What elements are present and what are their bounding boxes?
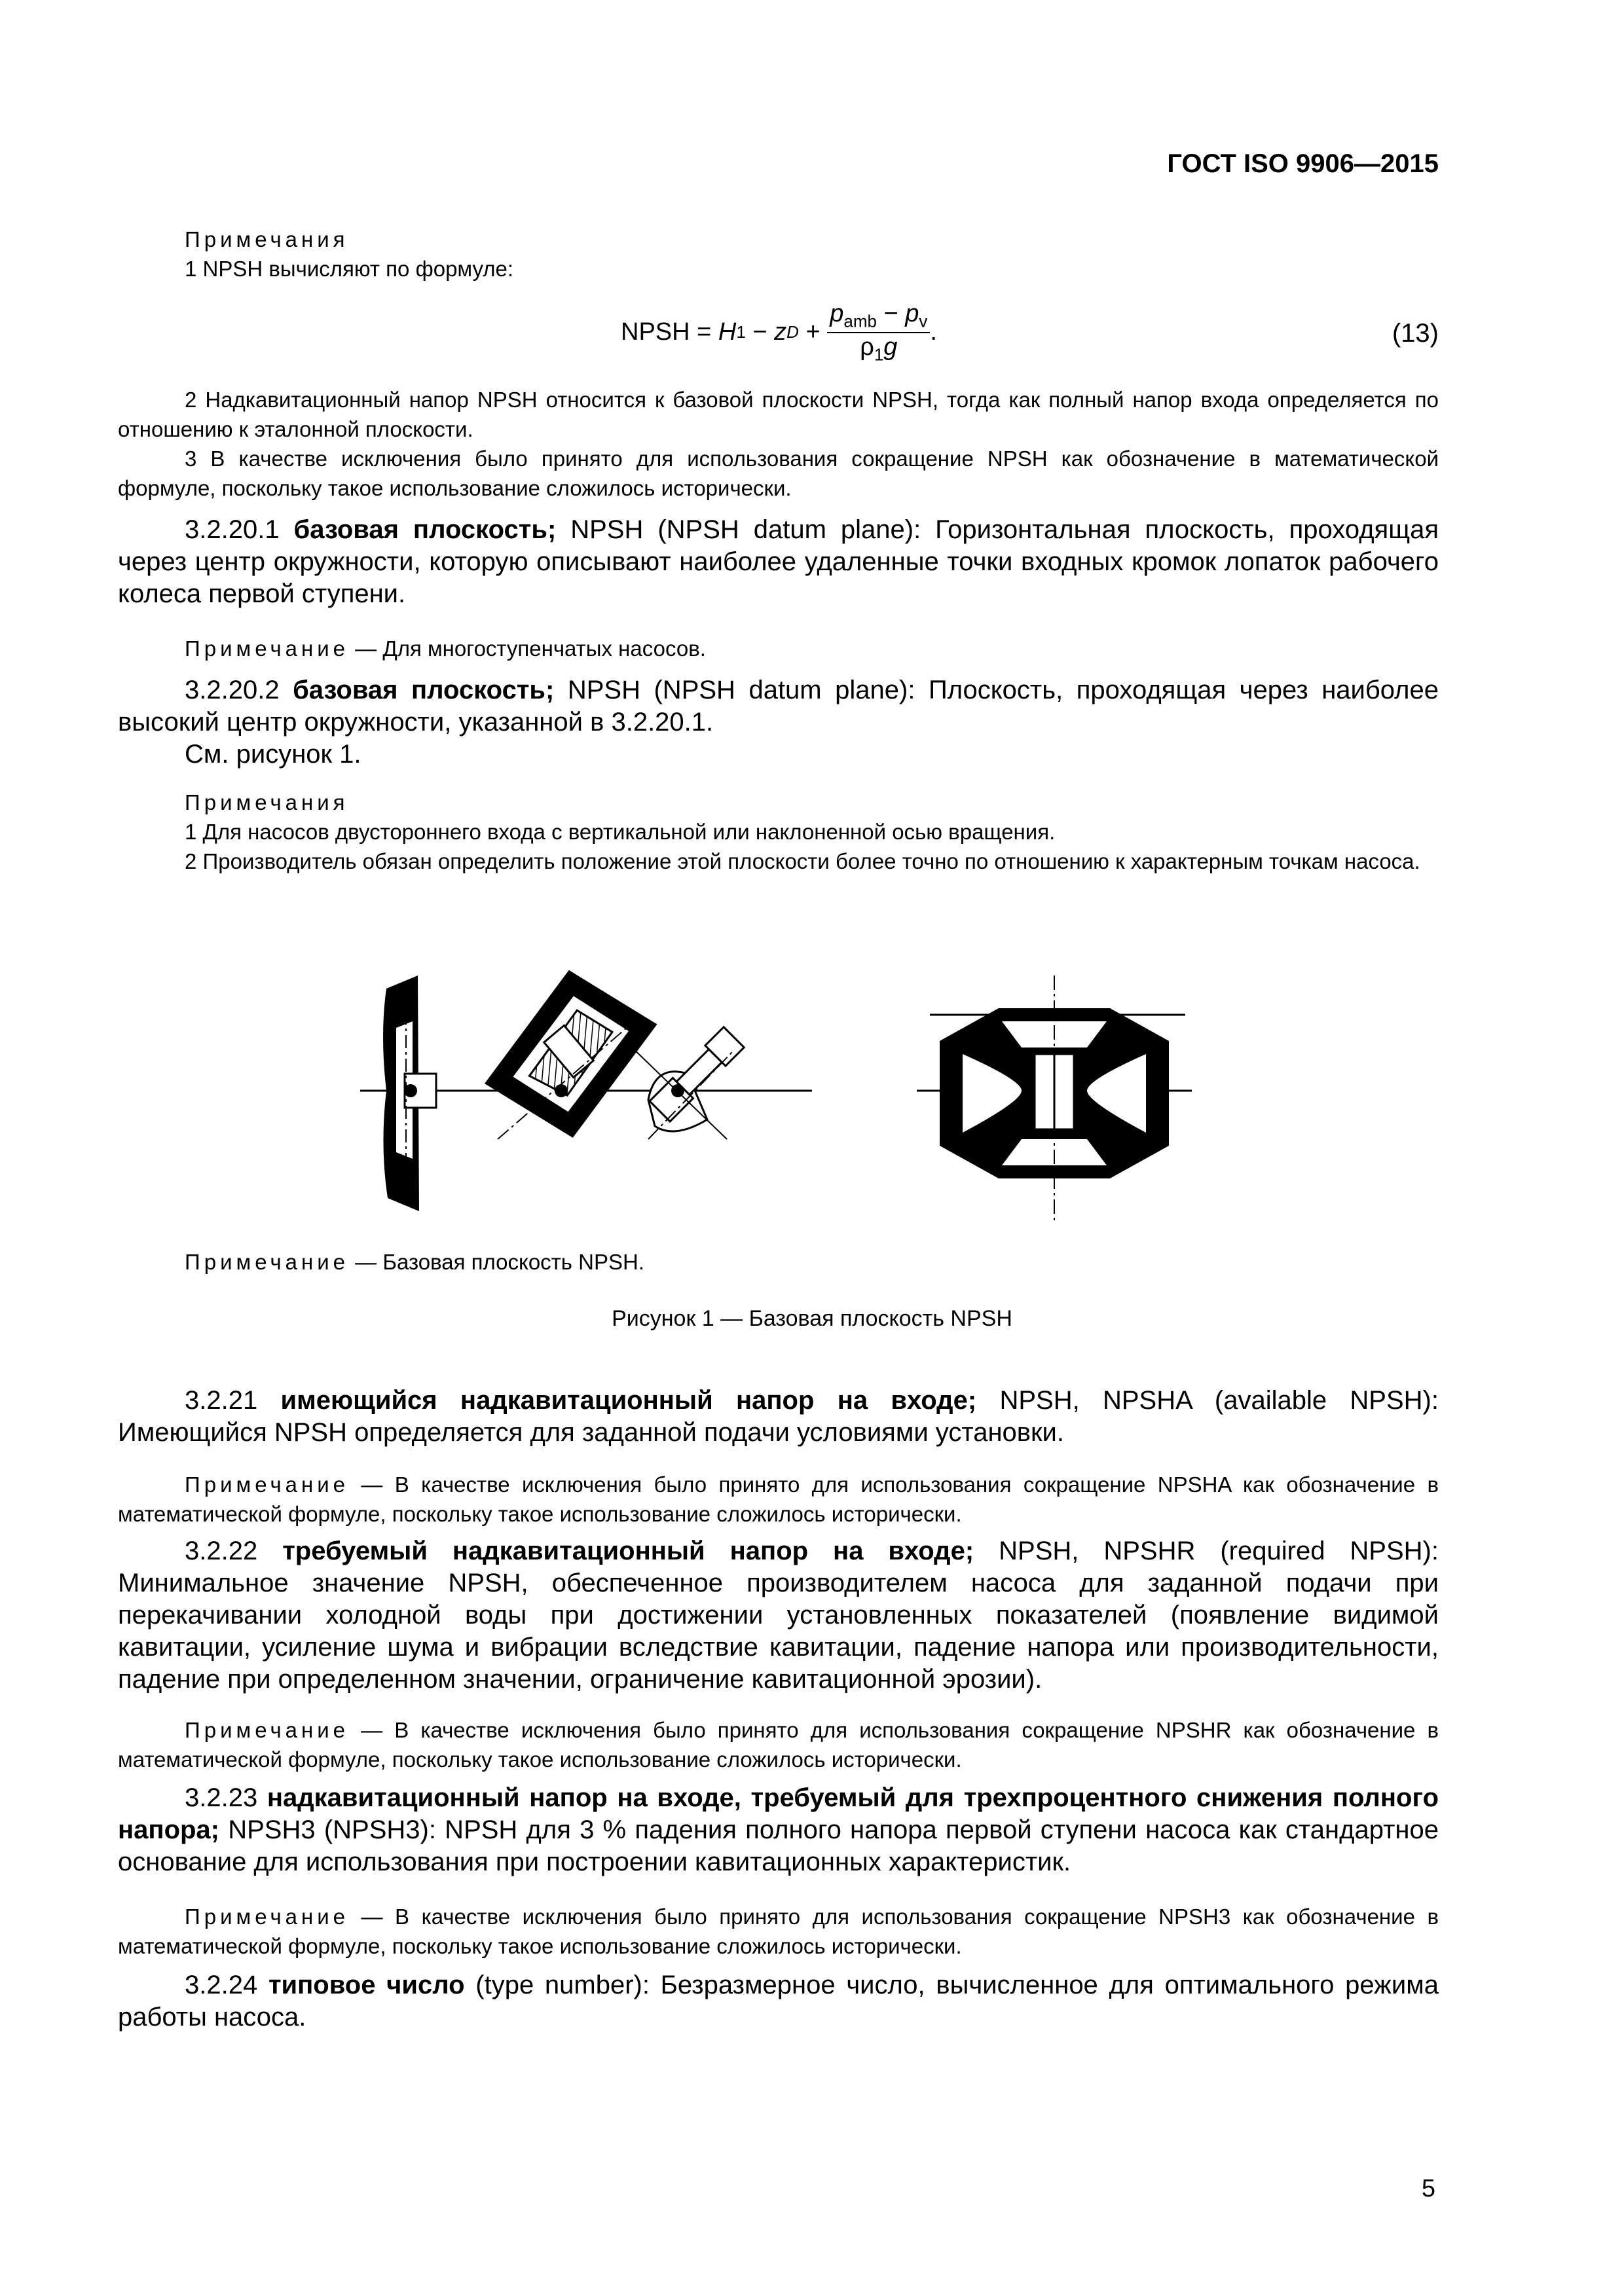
impeller-radial [383,975,436,1211]
clause-3-2-22: 3.2.22 требуемый надкавитационный напор на входе; NPSH, NPSHR (required NPSH): Минимальное значение NPSH, обеспеченное производителем насоса для заданной подачи при перекачивании холодной воды при достижении установленных показателей (появление видимой кавитации, усиление шума и вибрации вследствие кавитации, падение напора или производительности, падение при определенном значении, ограничение кавитационной эрозии). [118,1537,1439,1694]
figure-1-datum-plane-diagram [341,949,1270,1244]
figure-caption: Рисунок 1 — Базовая плоскость NPSH [612,1306,1012,1331]
clause-3-2-23: 3.2.23 надкавитационный напор на входе, требуемый для трехпроцентного снижения полного напора; NPSH3 (NPSH3): NPSH для 3 % падения полного напора первой ступени насоса как стандартное основание для использования при построении кавитационных характеристик. [118,1783,1439,1876]
clause-3-2-20-2: 3.2.20.2 базовая плоскость; NPSH (NPSH datum plane): Плоскость, проходящая через наиболее высокий центр окружности, указанной в 3.2.20.1. [118,676,1439,737]
clause-3-2-21-note: Примечание — В качестве исключения было принято для использования сокращение NPSHA как обозначение в математической формуле, поскольку такое использование сложилось исторически. [118,1472,1439,1526]
figure-reference: См. рисунок 1. [185,740,361,769]
clause-3-2-22-note: Примечание — В качестве исключения было принято для использования сокращение NPSHR как обозначение в математической формуле, поскольку такое использование сложилось исторически. [118,1718,1439,1772]
page-number: 5 [1421,2175,1435,2202]
formula-13: NPSH = H 1 − z D + $p_{amb} - p_v$ $\rho_1g$ . [621,300,937,365]
clause-3-2-20-2-note-2: 2 Производитель обязан определить положение этой плоскости более точно по отношению к характерным точкам насоса. [185,849,1420,873]
clause-3-2-24: 3.2.24 типовое число (type number): Безразмерное число, вычисленное для оптимального режима работы насоса. [118,1971,1439,2032]
note-item-1: 1 NPSH вычисляют по формуле: [185,257,514,281]
clause-3-2-23-note: Примечание — В качестве исключения было принято для использования сокращение NPSH3 как обозначение в математической формуле, поскольку такое использование сложилось исторически. [118,1904,1439,1958]
clause-3-2-21: 3.2.21 имеющийся надкавитационный напор на входе; NPSH, NPSHA (available NPSH): Имеющийся NPSH определяется для заданной подачи условиями установки. [118,1386,1439,1447]
clause-3-2-20-2-note-1: 1 Для насосов двустороннего входа с вертикальной или наклоненной осью вращения. [185,820,1056,844]
clause-3-2-20-2-notes-title: Примечания [185,790,349,814]
impeller-mixed-flow [464,949,678,1159]
document-code: ГОСТ ISO 9906—2015 [1167,149,1439,178]
note-item-2: 2 Надкавитационный напор NPSH относится к базовой плоскости NPSH, тогда как полный напор входа определяется по отношению к эталонной плоскости. [118,388,1439,441]
note-item-3: 3 В качестве исключения было принято для использования сокращение NPSH как обозначение в математической формуле, поскольку такое использование сложилось исторически. [118,446,1439,500]
figure-note: Примечание — Базовая плоскость NPSH. [185,1250,644,1274]
clause-3-2-20-1: 3.2.20.1 базовая плоскость; NPSH (NPSH datum plane): Горизонтальная плоскость, проходящая через центр окружности, которую описывают наиболее удаленные точки входных кромок лопаток рабочего колеса первой ступени. [118,515,1439,608]
clause-3-2-20-1-note: Примечание — Для многоступенчатых насосов. [185,636,706,661]
impeller-axial [629,1027,744,1139]
equation-number: (13) [1392,319,1439,348]
notes-title: Примечания [185,227,349,251]
impeller-double-suction [930,975,1185,1224]
